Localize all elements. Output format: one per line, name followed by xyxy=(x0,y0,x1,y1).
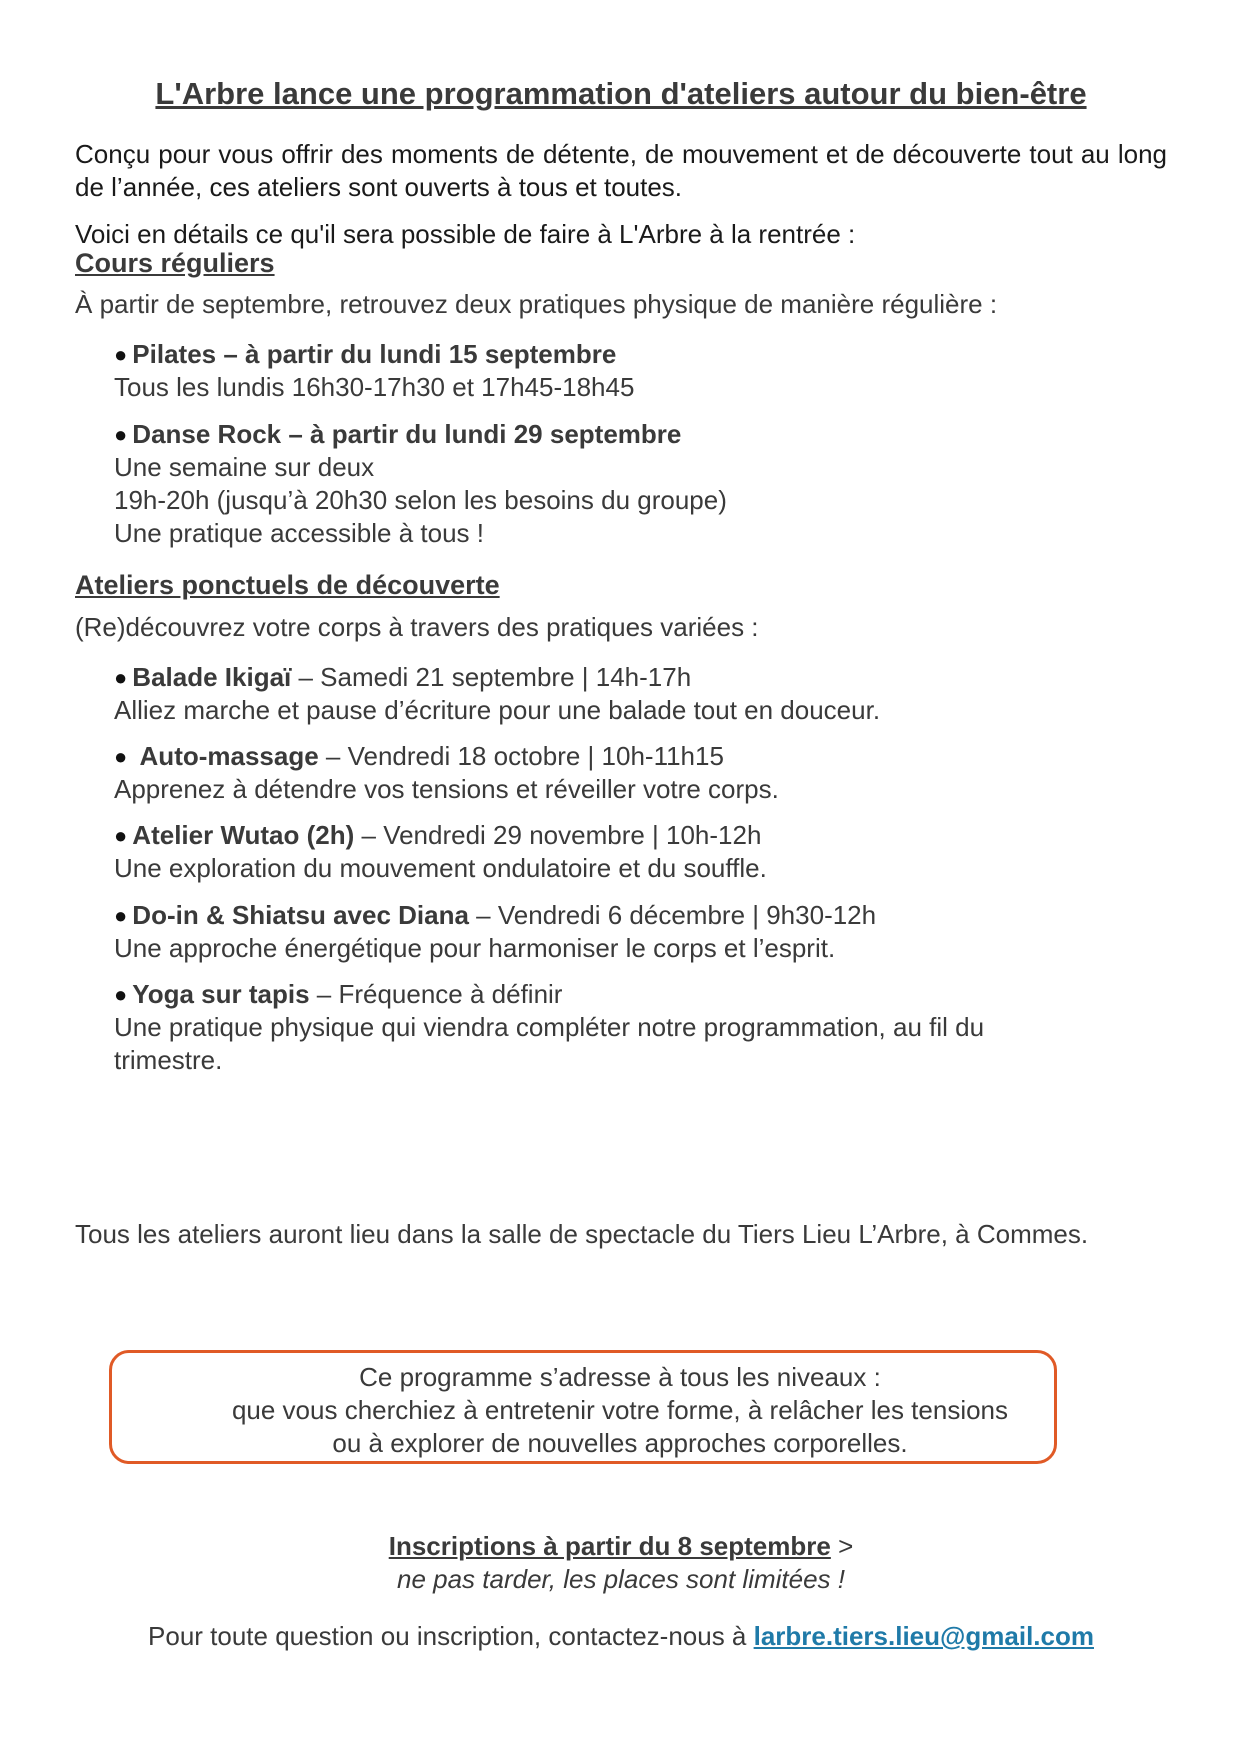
item-details: – Vendredi 6 décembre | 9h30-12h xyxy=(468,900,877,930)
workshop-item-auto-massage xyxy=(114,740,1167,806)
bullet-icon: ● xyxy=(114,823,128,848)
regular-item-pilates xyxy=(114,338,1167,404)
contact-text: Pour toute question ou inscription, contactez-nous à xyxy=(148,1621,754,1651)
workshop-item-wutao xyxy=(114,819,1167,885)
closing-paragraph: Tous les ateliers auront lieu dans la salle de spectacle du Tiers Lieu L’Arbre, à Commes. xyxy=(75,1219,1089,1249)
bullet-icon: ● xyxy=(114,744,128,769)
bullet-icon: ● xyxy=(114,422,128,447)
workshop-item-yoga xyxy=(114,978,1167,1077)
intro-paragraph-2: Voici en détails ce qu'il sera possible de faire à L'Arbre à la rentrée : xyxy=(75,219,856,249)
arrow-icon: > xyxy=(830,1531,854,1561)
item-details: – Vendredi 29 novembre | 10h-12h xyxy=(354,820,762,850)
item-name: Do-in & Shiatsu avec Diana xyxy=(132,900,469,930)
bullet-icon: ● xyxy=(114,982,128,1007)
item-desc: Une semaine sur deux xyxy=(114,452,375,482)
page-title: L'Arbre lance une programmation d'ateliers autour du bien-être xyxy=(155,76,1087,111)
item-desc: Une pratique accessible à tous ! xyxy=(114,518,484,548)
bullet-icon: ● xyxy=(114,342,128,367)
item-details: – Vendredi 18 octobre | 10h-11h15 xyxy=(318,741,724,771)
item-name: Danse Rock – à partir du lundi 29 septembre xyxy=(132,419,682,449)
registration-cta xyxy=(75,1530,1167,1596)
item-desc: Alliez marche et pause d’écriture pour une balade tout en douceur. xyxy=(114,695,881,725)
contact-line xyxy=(75,1620,1167,1653)
item-details: – Fréquence à définir xyxy=(309,979,563,1009)
workshop-item-do-in-shiatsu xyxy=(114,899,1167,965)
item-name: Pilates – à partir du lundi 15 septembre xyxy=(132,339,617,369)
bullet-icon: ● xyxy=(114,903,128,928)
item-name: Balade Ikigaï xyxy=(132,662,292,692)
callout-line: ou à explorer de nouvelles approches corporelles. xyxy=(332,1428,908,1458)
workshops-heading: Ateliers ponctuels de découverte xyxy=(75,570,500,600)
regular-courses-intro: À partir de septembre, retrouvez deux pratiques physique de manière régulière : xyxy=(75,289,998,319)
item-desc: 19h-20h (jusqu’à 20h30 selon les besoins du groupe) xyxy=(114,485,727,515)
item-desc: Apprenez à détendre vos tensions et réveiller votre corps. xyxy=(114,774,779,804)
registration-link[interactable]: Inscriptions à partir du 8 septembre xyxy=(388,1531,831,1561)
document-page xyxy=(75,0,1167,1754)
item-details: – Samedi 21 septembre | 14h-17h xyxy=(291,662,692,692)
registration-note: ne pas tarder, les places sont limitées ! xyxy=(396,1564,845,1594)
callout-line: Ce programme s’adresse à tous les niveaux : xyxy=(359,1362,881,1392)
item-desc: Tous les lundis 16h30-17h30 et 17h45-18h45 xyxy=(114,372,635,402)
intro-paragraph: Conçu pour vous offrir des moments de détente, de mouvement et de découverte tout au long de l’année, ces ateliers sont ouverts à tous et toutes. xyxy=(75,139,1167,202)
workshop-item-balade-ikigai xyxy=(114,661,1167,727)
item-desc: Une exploration du mouvement ondulatoire et du souffle. xyxy=(114,853,767,883)
item-name: Yoga sur tapis xyxy=(132,979,310,1009)
item-desc: Une approche énergétique pour harmoniser le corps et l’esprit. xyxy=(114,933,836,963)
email-link[interactable]: larbre.tiers.lieu@gmail.com xyxy=(753,1621,1094,1651)
regular-item-danse-rock xyxy=(114,418,1167,550)
callout-line: que vous cherchiez à entretenir votre forme, à relâcher les tensions xyxy=(231,1395,1009,1425)
bullet-icon: ● xyxy=(114,665,128,690)
item-name: Atelier Wutao (2h) xyxy=(132,820,355,850)
regular-courses-heading: Cours réguliers xyxy=(75,248,275,278)
item-desc: Une pratique physique qui viendra compléter notre programmation, au fil du trimestre. xyxy=(114,1012,985,1075)
workshops-intro: (Re)découvrez votre corps à travers des pratiques variées : xyxy=(75,612,759,642)
callout-text xyxy=(182,1361,1058,1460)
item-name: Auto-massage xyxy=(139,741,319,771)
callout-box xyxy=(109,1350,1057,1464)
